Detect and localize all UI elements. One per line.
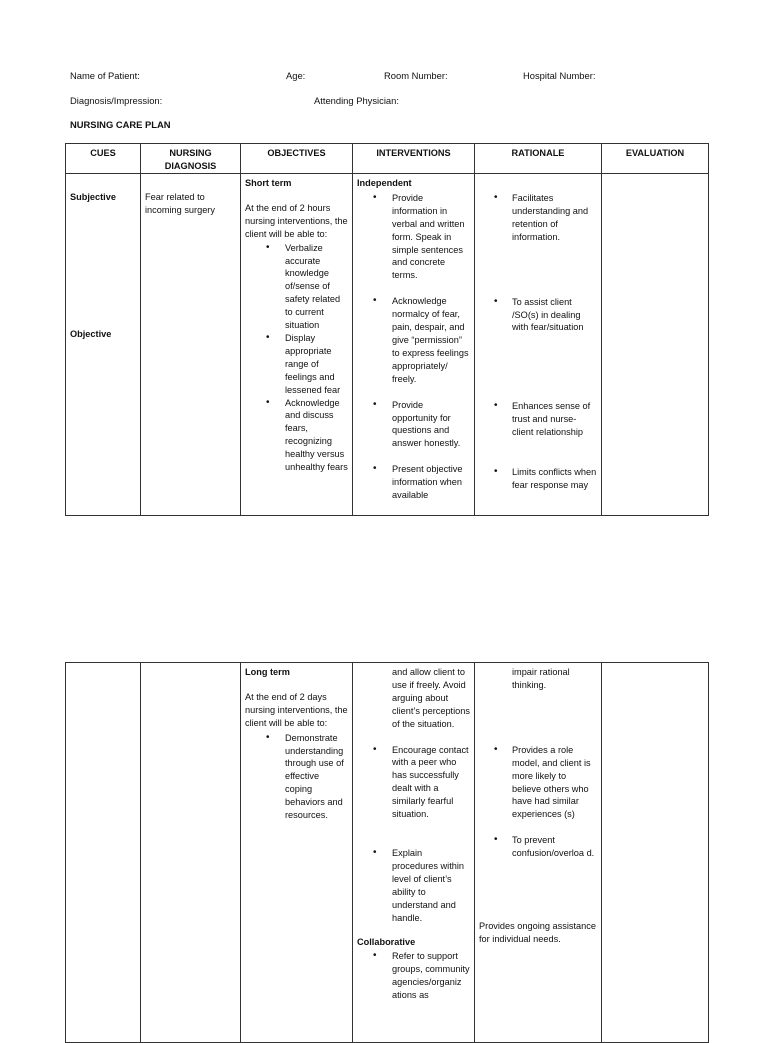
list-item: • To prevent confusion/overloa d.	[479, 834, 597, 860]
list-item: • Acknowledge and discuss fears, recognizing healthy versus unhealthy fears	[245, 397, 348, 474]
column-header-objectives: OBJECTIVES	[241, 144, 353, 174]
diagnosis-cell	[141, 663, 241, 1043]
list-item: • Demonstrate understanding through use of effective coping behaviors and resources.	[245, 732, 348, 822]
interventions-cell	[353, 174, 475, 516]
table-header-row	[66, 144, 709, 174]
list-item: • To assist client /SO(s) in dealing with fear/situation	[479, 296, 597, 335]
care-plan-table-page-2	[65, 662, 709, 1043]
interventions-continuation: and allow client to use if freely. Avoid arguing about client’s perceptions of the situation.	[392, 667, 470, 729]
evaluation-cell	[602, 663, 709, 1043]
objective-label: Objective	[70, 328, 112, 339]
interventions-cell	[353, 663, 475, 1043]
rationale-list	[479, 744, 597, 860]
column-header-cues: CUES	[66, 144, 141, 174]
rationale-continuation: impair rational thinking.	[512, 667, 570, 690]
column-header-rationale: RATIONALE	[475, 144, 602, 174]
list-item: • Present objective information when available	[357, 463, 470, 502]
independent-heading: Independent	[357, 178, 412, 188]
list-item: • Acknowledge normalcy of fear, pain, despair, and give “permission” to express feelings appropriately/ freely.	[357, 295, 470, 385]
long-term-intro: At the end of 2 days nursing interventions, the client will be able to:	[245, 691, 348, 728]
rationale-list	[479, 192, 597, 492]
independent-interventions-list	[357, 192, 470, 502]
list-item: • Facilitates understanding and retention of information.	[479, 192, 597, 244]
short-term-heading: Short term	[245, 178, 292, 188]
table-row	[66, 663, 709, 1043]
list-item: • Provide opportunity for questions and answer honestly.	[357, 399, 470, 451]
name-of-patient-label: Name of Patient:	[70, 70, 140, 81]
age-label: Age:	[286, 70, 306, 81]
short-term-intro: At the end of 2 hours nursing interventions, the client will be able to:	[245, 202, 348, 239]
list-item: • Provides a role model, and client is more likely to believe others who have had similar experiences (s)	[479, 744, 597, 821]
care-plan-table-page-1	[65, 143, 709, 516]
table-row	[66, 174, 709, 516]
column-header-nursing-line2: DIAGNOSIS	[164, 160, 217, 171]
attending-physician-label: Attending Physician:	[314, 95, 399, 106]
interventions-list	[357, 744, 470, 925]
objectives-cell	[241, 174, 353, 516]
list-item: • Enhances sense of trust and nurse-client relationship	[479, 400, 597, 439]
collaborative-interventions-list	[357, 950, 470, 1002]
subjective-label: Subjective	[70, 192, 116, 202]
list-item: • Provide information in verbal and written form. Speak in simple sentences and concrete terms.	[357, 192, 470, 282]
cues-cell	[66, 663, 141, 1043]
list-item: • Encourage contact with a peer who has successfully dealt with a similarly fearful situation.	[357, 744, 470, 821]
column-header-evaluation: EVALUATION	[602, 144, 709, 174]
long-term-heading: Long term	[245, 667, 290, 677]
hospital-number-label: Hospital Number:	[523, 70, 596, 81]
objectives-cell	[241, 663, 353, 1043]
list-item: • Refer to support groups, community agencies/organiz ations as	[357, 950, 470, 1002]
long-term-objectives-list	[245, 732, 348, 822]
list-item: • Display appropriate range of feelings and lessened fear	[245, 332, 348, 397]
list-item: • Verbalize accurate knowledge of/sense of safety related to current situation	[245, 242, 348, 332]
cues-cell	[66, 174, 141, 516]
room-number-label: Room Number:	[384, 70, 448, 81]
rationale-cell	[475, 174, 602, 516]
diagnosis-cell	[141, 174, 241, 516]
collaborative-heading: Collaborative	[357, 937, 416, 948]
rationale-cell	[475, 663, 602, 1043]
column-header-interventions: INTERVENTIONS	[353, 144, 475, 174]
column-header-nursing-line1: NURSING	[169, 148, 212, 158]
list-item: • Limits conflicts when fear response may	[479, 466, 597, 492]
evaluation-cell	[602, 174, 709, 516]
list-item: • Explain procedures within level of client’s ability to understand and handle.	[357, 847, 470, 924]
column-header-nursing-diagnosis	[141, 144, 241, 174]
diagnosis-text: Fear related to incoming surgery	[145, 192, 215, 215]
page-title: NURSING CARE PLAN	[70, 119, 171, 130]
diagnosis-label: Diagnosis/Impression:	[70, 95, 163, 106]
short-term-objectives-list	[245, 242, 348, 474]
collaborative-rationale: Provides ongoing assistance for individual needs.	[479, 921, 596, 944]
